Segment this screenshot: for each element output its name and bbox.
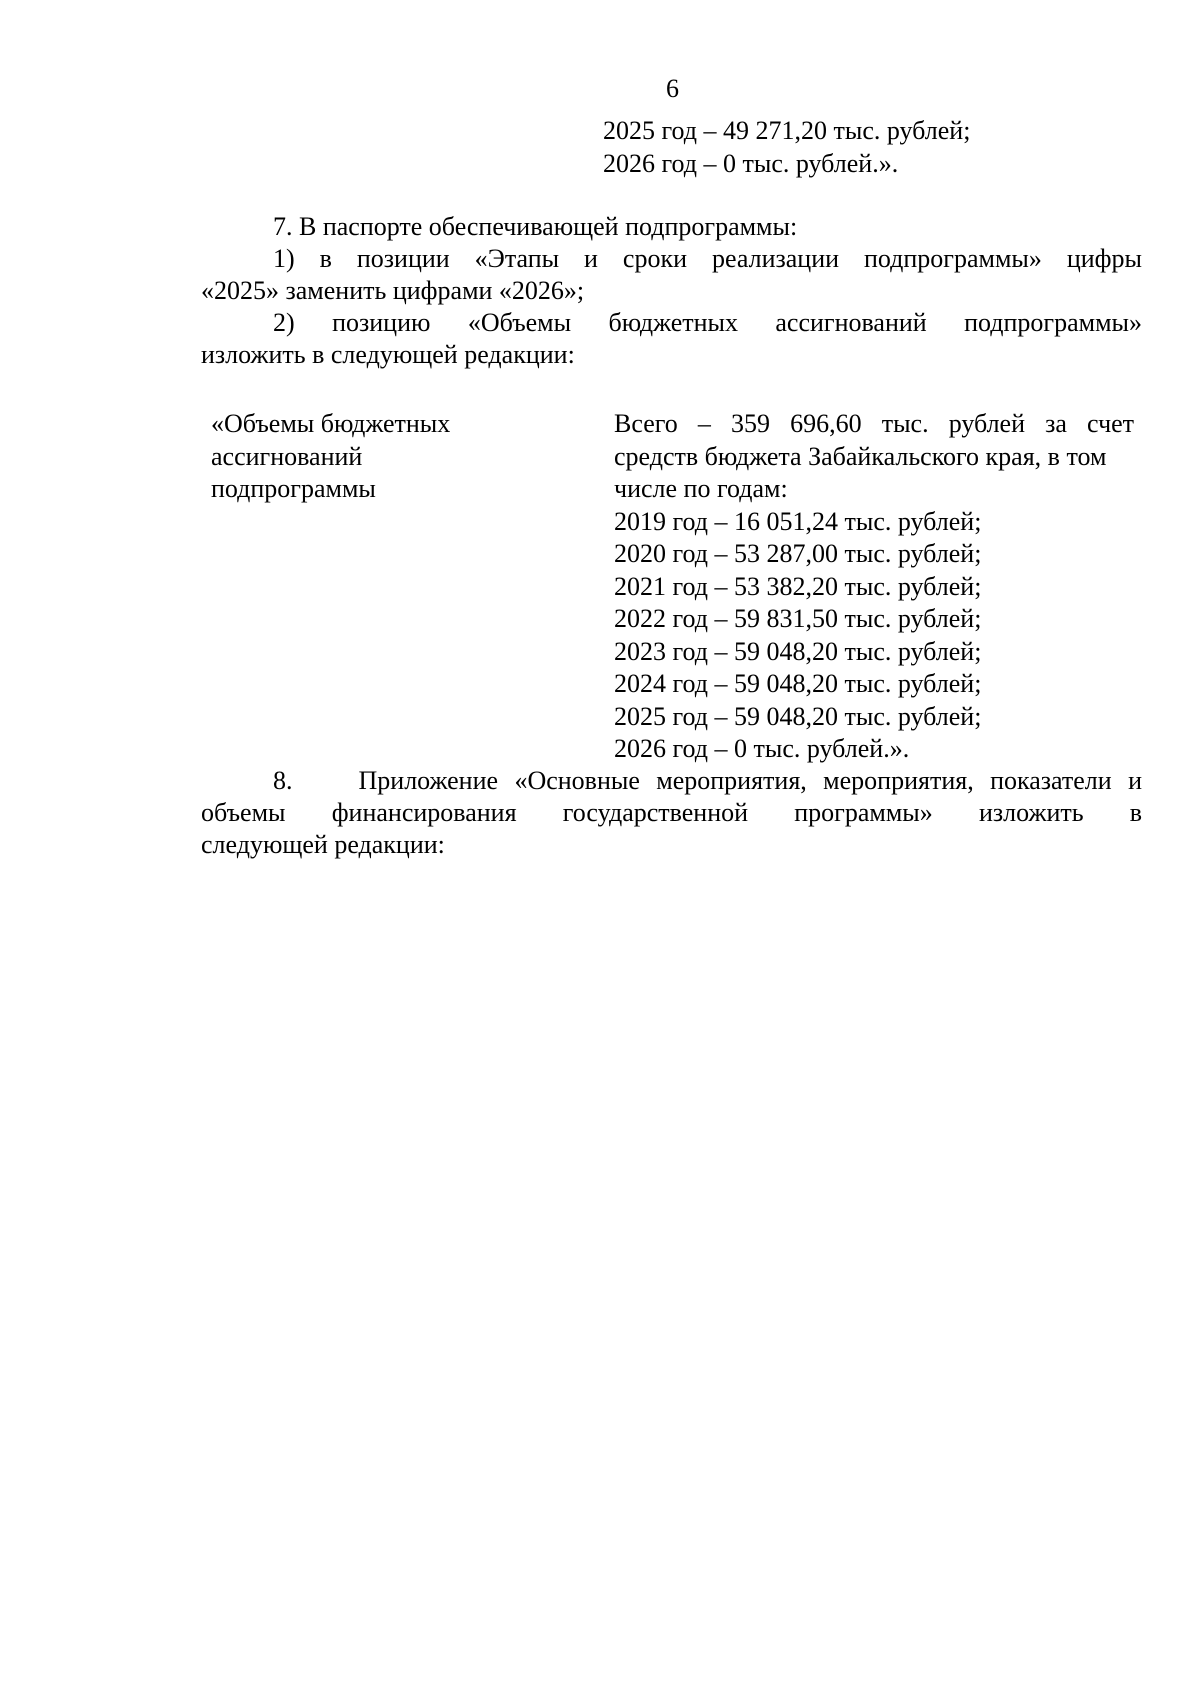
word: ассигнований — [775, 308, 927, 337]
word: сроки — [622, 244, 688, 273]
word: государственной — [562, 798, 749, 827]
word: рублей — [948, 409, 1026, 438]
word: и — [1128, 766, 1143, 795]
word: счет — [1087, 409, 1135, 438]
word: 8. — [273, 766, 293, 795]
word: изложить — [978, 798, 1084, 827]
passport-value-cell — [614, 408, 1134, 766]
value-line-2023: 2023 год – 59 048,20 тыс. рублей; — [614, 636, 982, 666]
word: 1) — [273, 244, 295, 273]
word: 359 — [730, 409, 770, 438]
word: позицию — [332, 308, 431, 337]
passport-label-cell — [211, 408, 551, 506]
label-line: подпрограммы — [211, 474, 376, 503]
word: в — [319, 244, 332, 273]
word: финансирования — [331, 798, 517, 827]
carryover-line-2025: 2025 год – 49 271,20 тыс. рублей; — [603, 116, 971, 145]
value-line-2020: 2020 год – 53 287,00 тыс. рублей; — [614, 539, 982, 568]
word: и — [584, 244, 598, 273]
item-8-line-2-text — [201, 798, 1142, 827]
word: позиции — [356, 244, 450, 273]
item-8-line-2 — [201, 797, 1142, 829]
word: в — [1129, 798, 1143, 827]
page-number: 6 — [666, 74, 679, 103]
label-line: ассигнований — [211, 441, 363, 471]
item-7-sub-2-line-1-text — [273, 308, 1142, 337]
item-7-sub-1-paragraph — [201, 243, 1142, 307]
item-8-paragraph — [201, 765, 1142, 861]
value-line-2022: 2022 год – 59 831,50 тыс. рублей; — [614, 604, 982, 633]
item-7-heading-text: 7. В паспорте обеспечивающей подпрограммы: — [273, 212, 798, 241]
label-line: «Объемы бюджетных — [211, 409, 451, 438]
value-line: числе по годам: — [614, 474, 788, 503]
value-line-2025: 2025 год – 59 048,20 тыс. рублей; — [614, 701, 982, 731]
item-7-sub-1-line-2: «2025» заменить цифрами «2026»; — [201, 276, 585, 305]
passport-table — [201, 408, 1142, 768]
item-7-heading — [201, 211, 1142, 243]
word: цифры — [1066, 244, 1142, 273]
word: 2) — [273, 308, 295, 337]
word: реализации — [711, 244, 840, 273]
item-7-sub-2-line-2: изложить в следующей редакции: — [201, 340, 575, 369]
word: «Объемы — [467, 308, 572, 337]
word: тыс. — [881, 409, 929, 438]
value-line-total-text — [614, 409, 1134, 438]
word: подпрограммы» — [964, 308, 1143, 337]
value-line-2026: 2026 год – 0 тыс. рублей.». — [614, 734, 910, 763]
word: 696,60 — [790, 409, 862, 438]
value-line-2019: 2019 год – 16 051,24 тыс. рублей; — [614, 506, 982, 536]
word: Всего — [614, 409, 678, 438]
word: мероприятия, — [656, 766, 807, 795]
item-7-sub-1-line-1 — [201, 243, 1142, 275]
value-line-2021: 2021 год – 53 382,20 тыс. рублей; — [614, 571, 982, 601]
word: Приложение — [358, 766, 499, 795]
word: подпрограммы» — [864, 244, 1042, 273]
item-8-line-1 — [201, 765, 1142, 797]
item-7-heading-paragraph — [201, 211, 1142, 243]
word: программы» — [794, 798, 933, 827]
item-7-sub-2-paragraph — [201, 307, 1142, 371]
word: «Этапы — [474, 244, 560, 273]
item-8-line-1-text — [359, 766, 1143, 795]
word: бюджетных — [608, 308, 738, 337]
item-8-number — [273, 766, 293, 795]
value-line-total — [614, 408, 1134, 441]
word: «Основные — [514, 766, 640, 795]
word: мероприятия, — [823, 766, 974, 795]
value-line: средств бюджета Забайкальского края, в том — [614, 441, 1107, 471]
item-7-sub-2-line-1 — [201, 307, 1142, 339]
word: объемы — [201, 798, 286, 827]
word: за — [1045, 409, 1067, 438]
word: показатели — [990, 766, 1112, 795]
item-8-line-3: следующей редакции: — [201, 830, 445, 859]
item-7-sub-1-line-1-text — [273, 244, 1142, 273]
value-line-2024: 2024 год – 59 048,20 тыс. рублей; — [614, 669, 982, 698]
word: – — [697, 409, 711, 438]
carryover-line-2026: 2026 год – 0 тыс. рублей.». — [603, 149, 899, 178]
